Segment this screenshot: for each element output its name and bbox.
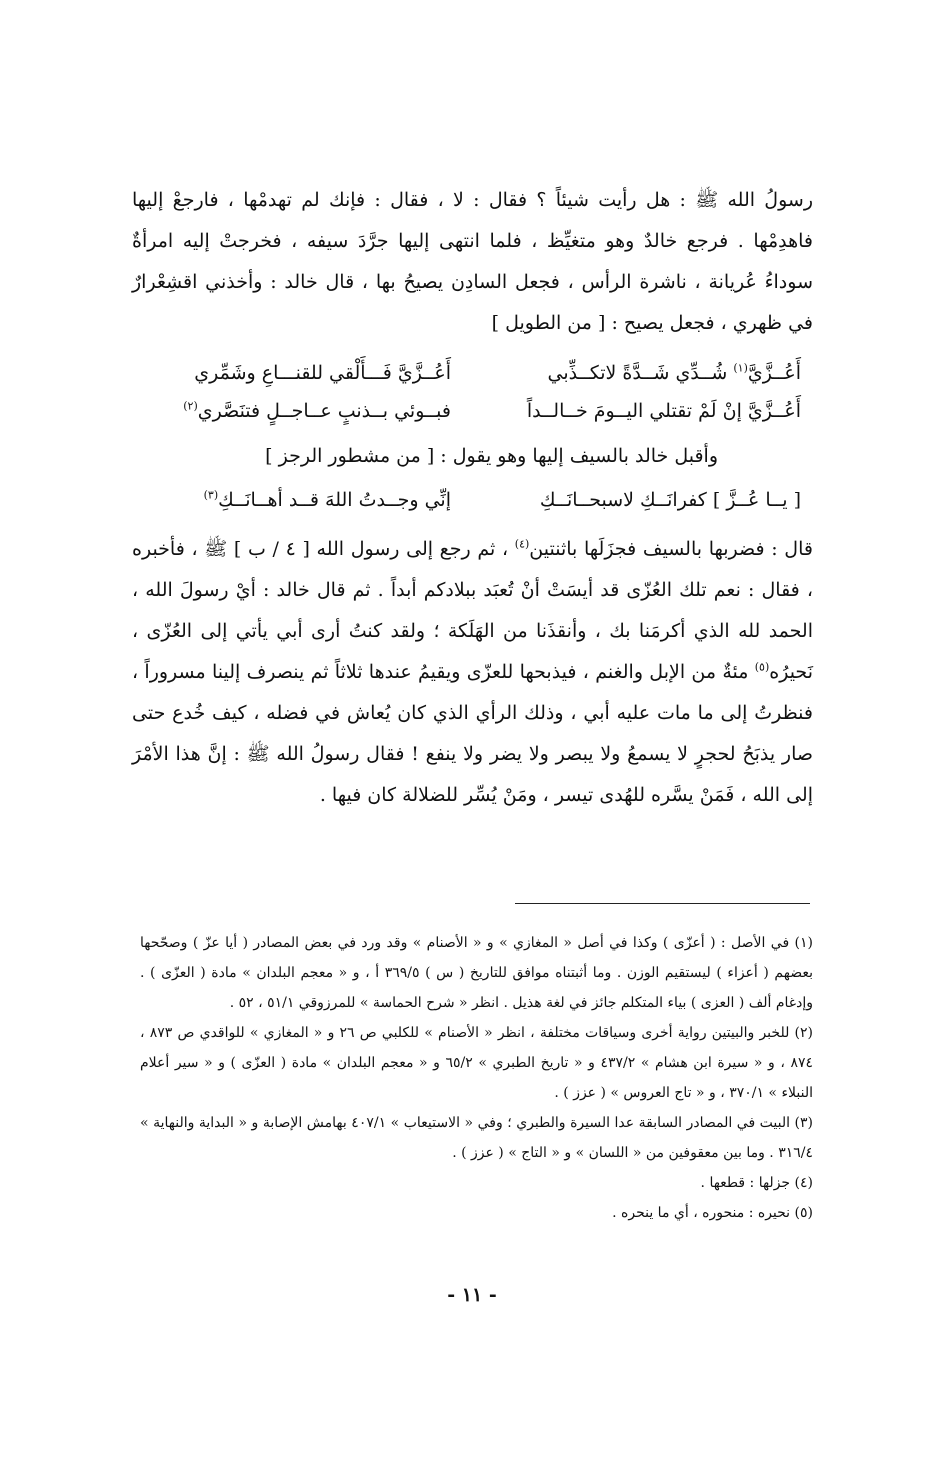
rajaz-intro: وأقبل خالد بالسيف إليها وهو يقول : [ من مشطور الرجز ] [265, 445, 718, 467]
verse-1-second-hemistich [161, 354, 471, 392]
verse-1 [132, 354, 813, 392]
verse-2-first-hemistich-text: أَعُــزَّيَّ إنْ لَمْ تقتلي اليــومَ خــالــداً [526, 400, 801, 422]
verse-1-second-hemistich-text: أَعُــزَّيَّ فَـــأَلْقي للقنـــاعِ وشَمِّري [194, 362, 451, 384]
footnote-3: (٣) البيت في المصادر السابقة عدا السيرة والطبري ؛ وفي « الاستيعاب » ٤٠٧/١ بهامش الإصابة و « البداية والنهاية » ٣١٦/٤ . وما بين معقوفين من « اللسان » و « التاج » ( عزز ) . [140, 1115, 814, 1161]
verse-3-first-hemistich [471, 481, 813, 519]
verse-3-second-hemistich [161, 481, 471, 519]
paragraph-2-part-b: ، ثم رجع إلى رسول الله [ ٤ / ب ] ﷺ ، فأخبره ، فقال : نعم تلك العُزّى قد أيسَتْ أنْ تُعبَد ببلادكم أبداً . ثم قال خالد : أيْ رسولَ الله ، الحمد لله الذي أكرمَنا بك ، وأنقذَنا من الهَلَكة ؛ ولقد كنتُ أرى أبي يأتي إلى العُزّى ، نَحيرُه [132, 538, 813, 683]
footnote-2: (٢) للخبر والبيتين رواية أخرى وسياقات مختلفة ، انظر « الأصنام » للكلبي ص ٢٦ و « المغازي » للواقدي ص ٨٧٣ ، ٨٧٤ ، و « سيرة ابن هشام » ٤٣٧/٢ و « تاريخ الطبري » ٦٥/٢ و « معجم البلدان » مادة ( العزّى ) و « سير أعلام النبلاء » ٣٧٠/١ ، و « تاج العروس » ( عزز ) . [140, 1025, 814, 1101]
verse-2-second-hemistich-text: فبــوئي بــذنبٍ عــاجــلٍ فتنَصَّري [197, 400, 451, 422]
paragraph-1: رسولُ الله ﷺ : هل رأيت شيئاً ؟ فقال : لا ، فقال : فإنك لم تهدمْها ، فارجعْ إليها فاهدِمْها . فرجع خالدٌ وهو متغيِّظ ، فلما انتهى إليها جرَّدَ سيفه ، فخرجتْ إليه امرأةٌ سوداءُ عُريانة ، ناشرة الرأس ، فجعل السادِن يصيحُ بها ، قال خالد : وأخذني اقشِعْرارٌ في ظهري ، فجعل يصيح : [ من الطويل ] [132, 189, 813, 334]
verse-1-first-hemistich-text: أَعُــزَّيَّ [747, 362, 801, 384]
verse-3-first-hemistich-text: [ يــا عُــزَّ ] كفرانَــكِ لاسبحــانَــكِ [539, 489, 801, 511]
footnote-ref-2: (٢) [183, 399, 198, 413]
footnote-1: (١) في الأصل : ( أعزّى ) وكذا في أصل « المغازي » و « الأصنام » وقد ورد في بعض المصادر ( أيا عزّ ) وصحّحها بعضهم ( أعزاء ) ليستقيم الوزن . وما أثبتناه موافق للتاريخ ( س ) ٣٦٩/٥ أ ، و « معجم البلدان » مادة ( العزّى ) . وإدغام ألف ( العزى ) بياء المتكلم جائز في لغة هذيل . انظر « شرح الحماسة » للمرزوقي ٥١/١ ، ٥٢ . [140, 935, 813, 1011]
footnote-4: (٤) جزلها : قطعها . [700, 1175, 813, 1191]
footnote-5: (٥) نحيره : منحوره ، أي ما ينحره . [612, 1205, 813, 1221]
paragraph-2-part-a: قال : فضربها بالسيف فجزَلَها باثنتين [529, 538, 813, 560]
footnotes [140, 928, 813, 1228]
verse-2-second-hemistich [161, 392, 471, 430]
footnote-ref-1: (١) [733, 361, 748, 375]
verse-2-first-hemistich [471, 392, 813, 430]
footnote-separator [515, 903, 810, 904]
poem-block [132, 354, 813, 430]
footnote-ref-4: (٤) [514, 537, 530, 551]
footnote-ref-5: (٥) [754, 660, 770, 674]
page-number: - ١١ - [447, 1284, 497, 1306]
footnote-ref-3: (٣) [203, 488, 219, 502]
paragraph-2-part-c: مئةٌ من الإبل والغنم ، فيذبحها للعزّى ويقيمُ عندها ثلاثاً ثم ينصرف إلينا مسروراً ، فنظرتُ إلى ما مات عليه أبي ، وذلك الرأي الذي كان يُعاش في فضله ، كيف خُدع حتى صار يذبَحُ لحجرٍ لا يسمعُ ولا يبصر ولا يضر ولا ينفع ! فقال رسولُ الله ﷺ : إنَّ هذا الأمْرَ إلى الله ، فَمَنْ يسَّره للهُدى تيسر ، ومَنْ يُسِّر للضلالة كان فيها . [132, 661, 813, 806]
verse-3 [132, 481, 813, 519]
verse-1-first-hemistich-rest: شُــدِّي شَــدَّةً لاتكــذِّبي [547, 362, 734, 384]
verse-2 [132, 392, 813, 430]
paragraph-2 [132, 529, 813, 816]
verse-1-first-hemistich [471, 354, 813, 392]
verse-3-second-hemistich-text: إنِّي وجــدتُ اللهَ قــد أهــانَــكِ [218, 489, 451, 511]
main-text [132, 180, 813, 816]
